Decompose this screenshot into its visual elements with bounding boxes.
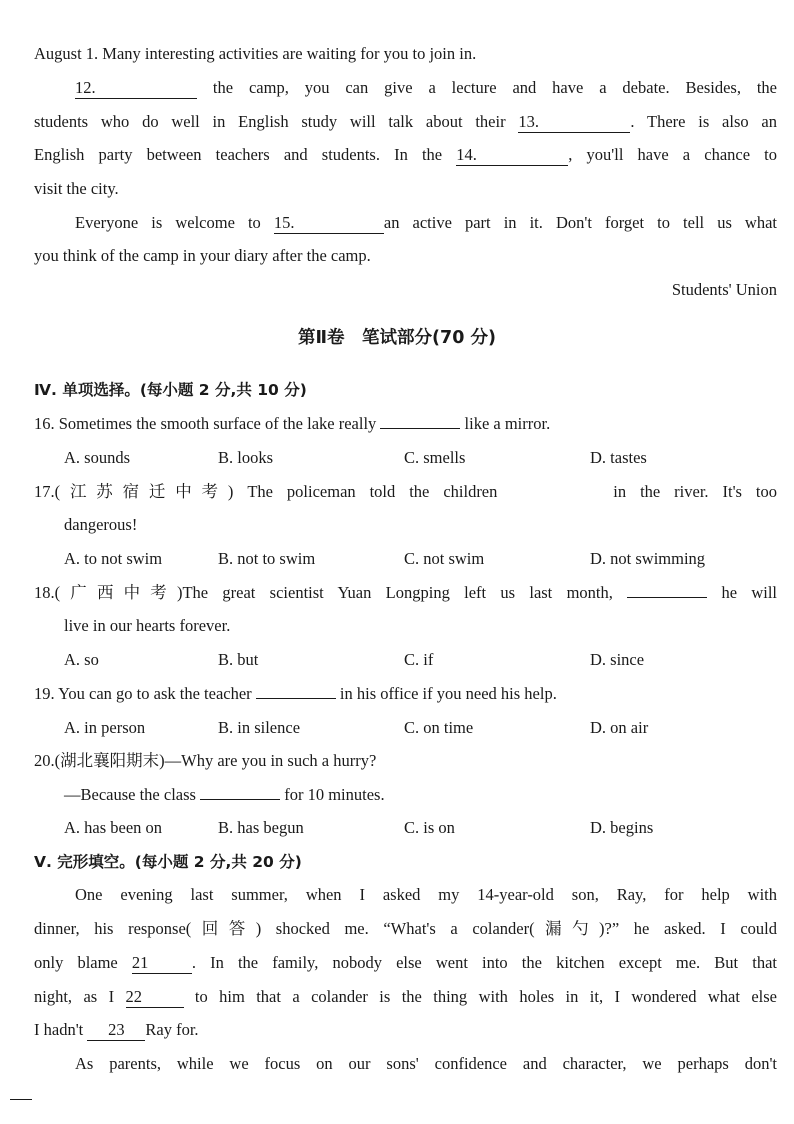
option-a[interactable]: A. sounds [64,448,131,467]
option-d[interactable]: D. on air [590,718,649,737]
answer-blank[interactable] [200,799,280,800]
option-b[interactable]: B. in silence [218,718,301,737]
cloze-line: One evening last summer, when I asked my 14-year-old son, Ray, for help with [75,885,777,904]
option-c[interactable]: C. on time [404,718,474,737]
section-header: Ⅴ. 完形填空。(每小题 2 分,共 20 分) [34,853,302,871]
answer-blank[interactable] [627,597,707,598]
answer-blank-15[interactable]: 15. [274,213,384,234]
question-18: 18.(广西中考)The great scientist Yuan Longping left us last month, he will [34,583,777,602]
question-source: (江苏宿迁中考) [54,482,234,501]
question-20: 20.(湖北襄阳期末)—Why are you in such a hurry? [34,751,377,770]
option-c[interactable]: C. is on [404,818,455,837]
option-b[interactable]: B. looks [218,448,274,467]
option-b[interactable]: B. has begun [218,818,304,837]
part-title: 第Ⅱ卷 笔试部分(70 分) [298,328,496,348]
cloze-line: As parents, while we focus on our sons' confidence and character, we perhaps don't [75,1054,777,1073]
option-c[interactable]: C. if [404,650,434,669]
answer-blank-13[interactable]: 13. [518,112,630,133]
question-18-cont: live in our hearts forever. [64,616,231,635]
passage-line: you think of the camp in your diary after the camp. [34,246,371,265]
cloze-line: dinner, his response(回答) shocked me. “What's a colander(漏勺)?” he asked. I could [34,919,777,938]
question-source: (湖北襄阳期末) [54,751,165,770]
option-c[interactable]: C. not swim [404,549,485,568]
signature: Students' Union [671,280,777,299]
answer-blank-14[interactable]: 14. [456,145,568,166]
option-d[interactable]: D. not swimming [590,549,706,568]
option-d[interactable]: D. begins [590,818,654,837]
answer-blank[interactable] [380,428,460,429]
question-17-cont: dangerous! [64,515,138,534]
passage-line: English party between teachers and students. In the 14. , you'll have a chance to [34,145,777,164]
answer-blank[interactable] [256,698,336,699]
passage-line: students who do well in English study will talk about their 13. . There is also an [34,112,777,131]
cloze-line: I hadn't 23 Ray for. [34,1020,199,1039]
cloze-line: night, as I 22 to him that a colander is the thing with holes in it, I wondered what else [34,987,777,1006]
option-d[interactable]: D. since [590,650,645,669]
option-a[interactable]: A. so [64,650,99,669]
option-c[interactable]: C. smells [404,448,466,467]
cloze-line: only blame 21 . In the family, nobody else went into the kitchen except me. But that [34,953,777,972]
question-17: 17.(江苏宿迁中考) The policeman told the children in the river. It's too [34,482,777,501]
passage-line: Everyone is welcome to 15. an active part in it. Don't forget to tell us what [75,213,777,232]
option-a[interactable]: A. has been on [64,818,163,837]
option-d[interactable]: D. tastes [590,448,647,467]
passage-line: visit the city. [34,179,119,198]
page-edge-mark [10,1099,32,1100]
option-a[interactable]: A. in person [64,718,146,737]
cloze-blank-22[interactable]: 22 [126,987,184,1008]
question-source: (广西中考) [54,583,183,602]
section-header: Ⅳ. 单项选择。(每小题 2 分,共 10 分) [34,381,307,399]
cloze-blank-23[interactable]: 23 [87,1020,145,1041]
question-20-cont: —Because the class for 10 minutes. [64,785,385,804]
answer-blank-12[interactable]: 12. [75,78,197,99]
option-a[interactable]: A. to not swim [64,549,163,568]
question-16: 16. Sometimes the smooth surface of the lake really like a mirror. [34,414,551,433]
cloze-blank-21[interactable]: 21 [132,953,192,974]
passage-line: August 1. Many interesting activities are waiting for you to join in. [34,44,477,63]
option-b[interactable]: B. not to swim [218,549,316,568]
question-19: 19. You can go to ask the teacher in his office if you need his help. [34,684,557,703]
option-b[interactable]: B. but [218,650,259,669]
passage-line: 12. the camp, you can give a lecture and have a debate. Besides, the [75,78,777,97]
